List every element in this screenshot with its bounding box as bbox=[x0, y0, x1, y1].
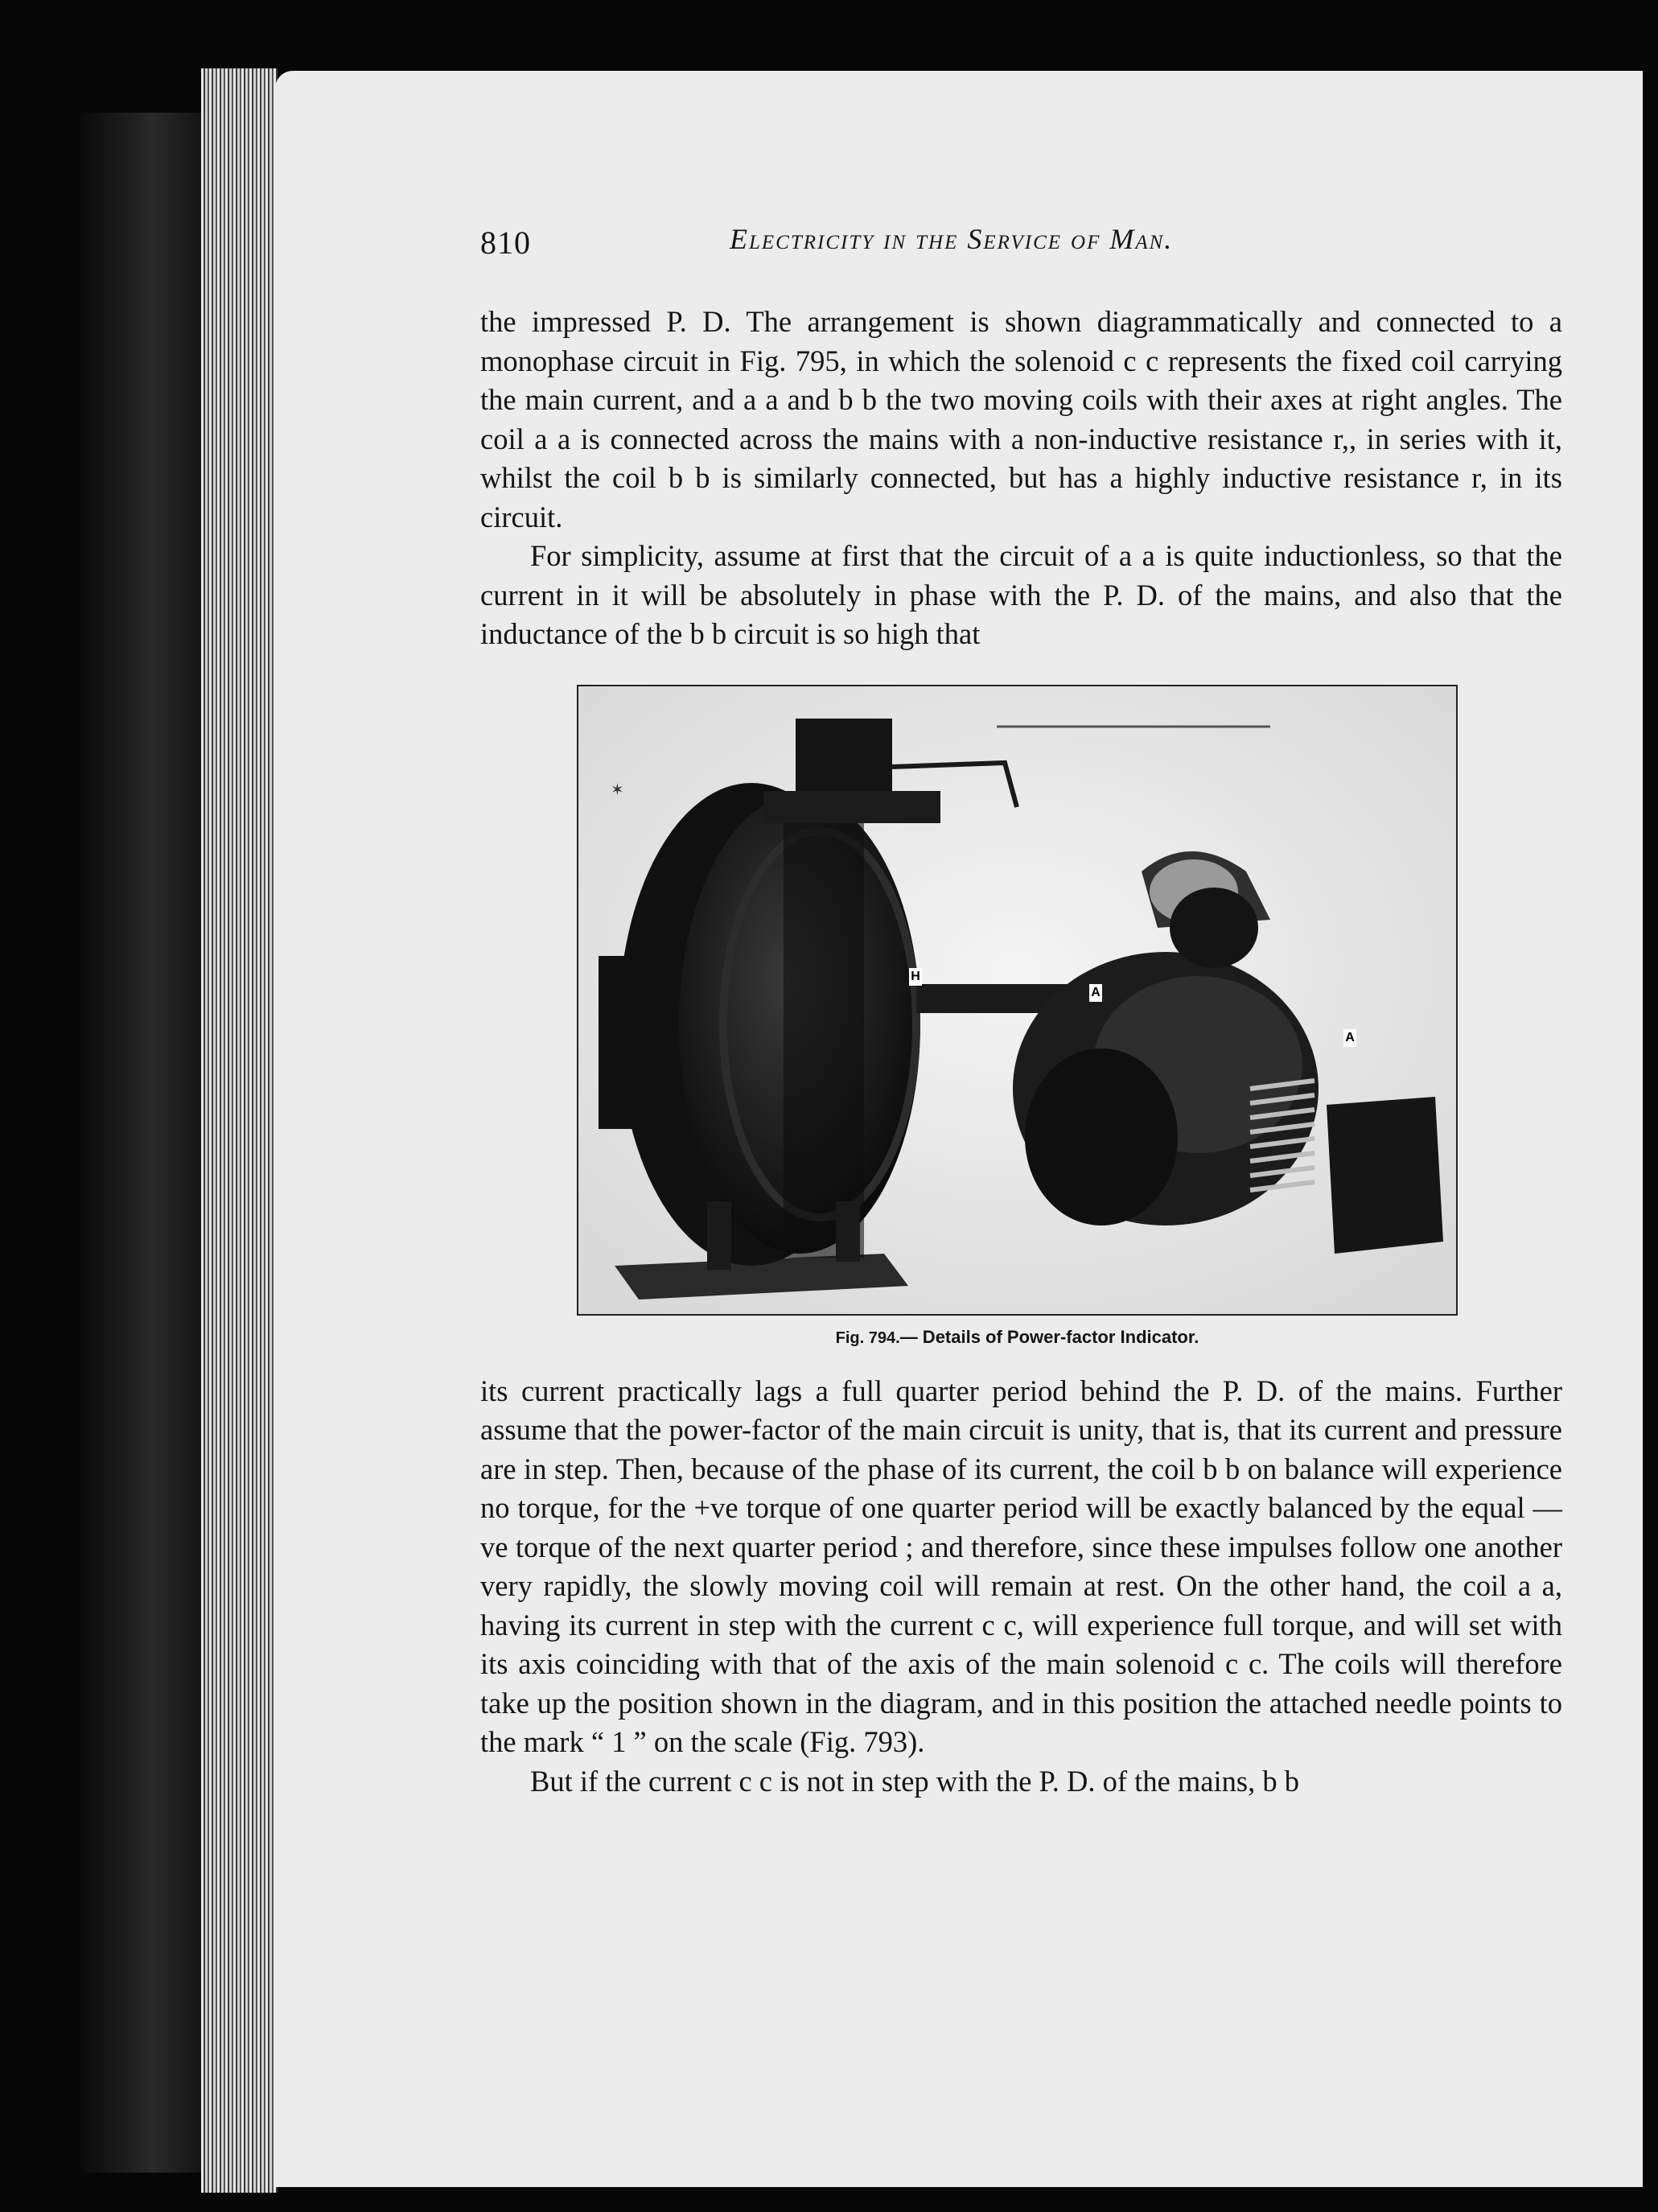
figure bbox=[577, 685, 1458, 1348]
figure-label-h: H bbox=[909, 968, 922, 986]
page-number: 810 bbox=[480, 224, 531, 261]
paragraph-2: For simplicity, assume at first that the circuit of a a is quite inductionless, so that the current in it will be absolutely in phase with the P. D. of the mains, and also that the inductance of the b b circuit is so high that bbox=[480, 539, 1562, 650]
figure-photograph bbox=[577, 685, 1458, 1316]
running-title: Electricity in the Service of Man. bbox=[730, 223, 1174, 255]
svg-text:✶: ✶ bbox=[611, 779, 624, 799]
paragraph-4: But if the current c c is not in step with the P. D. of the mains, b b bbox=[530, 1764, 1299, 1798]
figure-label-a-right: A bbox=[1343, 1029, 1356, 1047]
page-edges bbox=[201, 68, 278, 2193]
figure-label-a-center: A bbox=[1089, 984, 1102, 1002]
figure-caption-text: — Details of Power-factor Indicator. bbox=[899, 1326, 1199, 1347]
book-page bbox=[275, 71, 1643, 2187]
page-content bbox=[480, 224, 1562, 1801]
book-spine bbox=[80, 113, 201, 2173]
paragraph-3: its current practically lags a full quarter period behind the P. D. of the mains. Further assume that the power-factor of the main circuit is unity, that is, that its current and pressure are in step. Then, because of the phase of its current, the coil b b on balance will experience no torque, for the +ve torque of one quarter period will be exactly balanced by the equal —ve torque of the next quarter period ; and therefore, since these impulses follow one another very rapidly, the slowly moving coil will remain at rest. On the other hand, the coil a a, having its current in step with the current c c, will experience full torque, and will set with its axis coinciding with that of the axis of the main solenoid c c. The coils will therefore take up the position shown in the diagram, and in this position the attached needle points to the mark “ 1 ” on the scale (Fig. 793). bbox=[480, 1374, 1562, 1758]
figure-caption bbox=[577, 1327, 1458, 1348]
running-header bbox=[480, 224, 1562, 280]
figure-caption-number: Fig. 794. bbox=[835, 1328, 900, 1347]
paragraph-1: the impressed P. D. The arrangement is shown diagrammatically and connected to a monophase circuit in Fig. 795, in which the solenoid c c represents the fixed coil carrying the main current, and a a and b b the two moving coils with their axes at right angles. The coil a a is connected across the mains with a non-inductive resistance r,, in series with it, whilst the coil b b is similarly connected, but has a highly inductive resistance r, in its circuit. bbox=[480, 305, 1562, 533]
